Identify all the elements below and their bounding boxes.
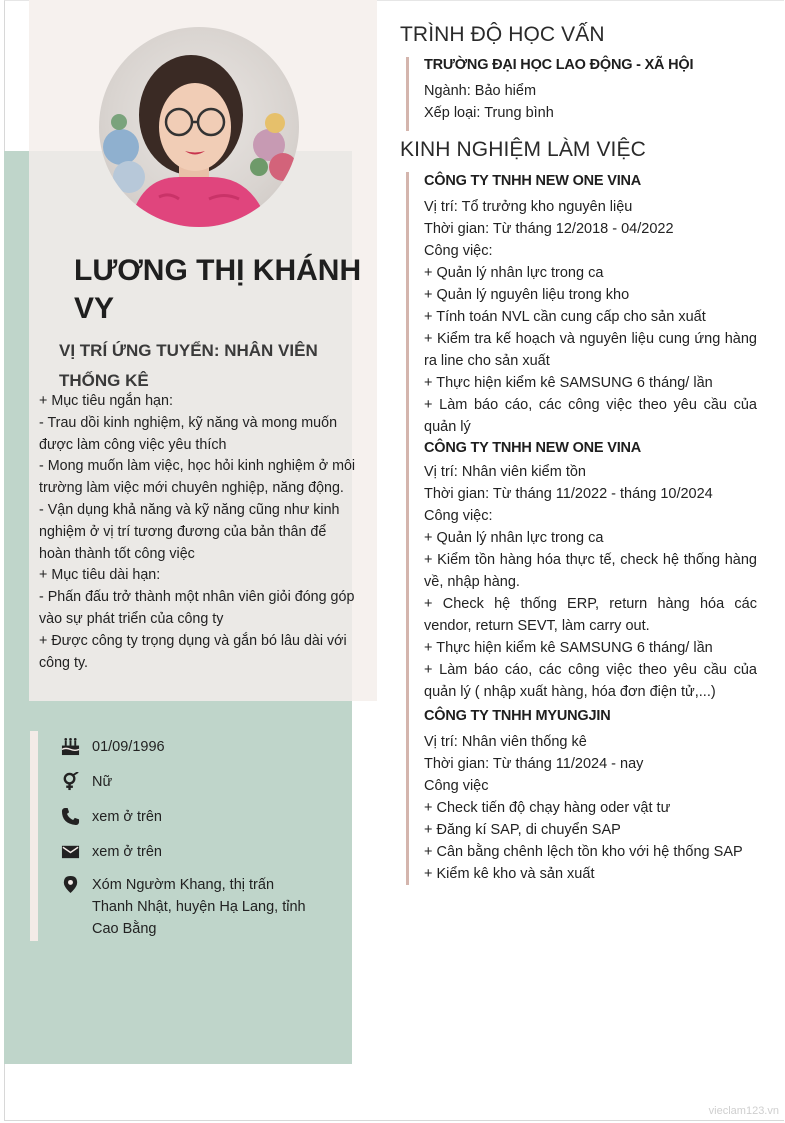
gender-icon bbox=[61, 772, 80, 791]
birthday-row bbox=[61, 736, 165, 758]
experience-accent-bar bbox=[406, 172, 409, 885]
job-entry bbox=[424, 170, 757, 438]
job-role: Vị trí: Tổ trưởng kho nguyên liệu bbox=[424, 199, 633, 215]
job-duty: + Quản lý nhân lực trong ca bbox=[424, 530, 604, 546]
candidate-name: LƯƠNG THỊ KHÁNH VY bbox=[74, 254, 362, 325]
job-duty: + Check hệ thống ERP, return hàng hóa các vendor, return SEVT, làm carry out. bbox=[424, 596, 757, 634]
address-value: Xóm Ngườm Khang, thị trấn Thanh Nhật, huyện Hạ Lang, tỉnh Cao Bằng bbox=[92, 877, 306, 937]
job-duty: + Quản lý nguyên liệu trong kho bbox=[424, 287, 630, 303]
gender-value: Nữ bbox=[92, 774, 113, 790]
job-duty: + Thực hiện kiểm kê SAMSUNG 6 tháng/ lần bbox=[424, 375, 713, 391]
job-duty: + Đăng kí SAP, di chuyển SAP bbox=[424, 822, 621, 838]
phone-row bbox=[61, 806, 162, 828]
education-section-title: TRÌNH ĐỘ HỌC VẤN bbox=[400, 23, 605, 46]
job-entry bbox=[424, 437, 757, 703]
email-row bbox=[61, 841, 162, 863]
job-entry bbox=[424, 705, 757, 885]
job-duties-label: Công việc bbox=[424, 778, 489, 794]
education-grade: Xếp loại: Trung bình bbox=[424, 105, 554, 121]
experience-section-title: KINH NGHIỆM LÀM VIỆC bbox=[400, 138, 646, 161]
email-icon bbox=[61, 842, 80, 861]
job-duty: + Cân bằng chênh lệch tồn kho với hệ thống SAP bbox=[424, 844, 743, 860]
objective-line: + Mục tiêu ngắn hạn: bbox=[39, 393, 173, 409]
job-duty: + Làm báo cáo, các công việc theo yêu cầu của quản lý ( nhập xuất hàng, hóa đơn điện tử,...) bbox=[424, 662, 757, 700]
company-name: CÔNG TY TNHH NEW ONE VINA bbox=[424, 173, 642, 189]
job-duty: + Tính toán NVL cần cung cấp cho sản xuất bbox=[424, 309, 706, 325]
job-duty: + Làm báo cáo, các công việc theo yêu cầu của quản lý bbox=[424, 397, 757, 435]
job-duty: + Quản lý nhân lực trong ca bbox=[424, 265, 604, 281]
job-duty: + Thực hiện kiểm kê SAMSUNG 6 tháng/ lần bbox=[424, 640, 713, 656]
email-value: xem ở trên bbox=[92, 844, 162, 860]
job-duties-label: Công việc: bbox=[424, 243, 493, 259]
job-duty: + Kiểm kê kho và sản xuất bbox=[424, 866, 595, 882]
job-duty: + Kiểm tra kế hoạch và nguyên liệu cung ứng hàng ra line cho sản xuất bbox=[424, 331, 757, 369]
avatar-portrait-image bbox=[99, 27, 299, 227]
contact-info-box bbox=[30, 731, 328, 941]
birthday-cake-icon bbox=[61, 737, 80, 756]
objective-line: + Mục tiêu dài hạn: bbox=[39, 567, 161, 584]
company-name: CÔNG TY TNHH MYUNGJIN bbox=[424, 708, 611, 724]
objective-line: - Phấn đấu trở thành một nhân viên giỏi đóng góp vào sự phát triển của công ty bbox=[39, 589, 355, 627]
applied-position: VỊ TRÍ ỨNG TUYỂN: NHÂN VIÊN THỐNG KÊ bbox=[59, 341, 318, 390]
objective-line: - Mong muốn làm việc, học hỏi kinh nghiệm ở môi trường làm việc mới chuyên nghiệp, năng động. bbox=[39, 458, 356, 497]
job-time: Thời gian: Từ tháng 11/2024 - nay bbox=[424, 756, 644, 772]
location-pin-icon bbox=[61, 875, 80, 894]
school-name: TRƯỜNG ĐẠI HỌC LAO ĐỘNG - XÃ HỘI bbox=[424, 57, 694, 73]
birthday-value: 01/09/1996 bbox=[92, 739, 165, 755]
education-accent-bar bbox=[406, 57, 409, 131]
job-time: Thời gian: Từ tháng 12/2018 - 04/2022 bbox=[424, 221, 674, 237]
job-duty: + Kiểm tồn hàng hóa thực tế, check hệ thống hàng về, nhập hàng. bbox=[424, 552, 757, 590]
gender-row bbox=[61, 771, 112, 793]
objective-line: - Vận dụng khả năng và kỹ năng cũng như kinh nghiệm ở vị trí tương đương của bản thân để hoàn thành tốt công việc bbox=[39, 501, 340, 562]
job-duty: + Check tiến độ chạy hàng oder vật tư bbox=[424, 800, 671, 816]
education-major: Ngành: Bảo hiểm bbox=[424, 83, 537, 99]
objective-line: - Trau dồi kinh nghiệm, kỹ năng và mong muốn được làm công việc yêu thích bbox=[39, 414, 338, 453]
job-time: Thời gian: Từ tháng 11/2022 - tháng 10/2024 bbox=[424, 486, 713, 502]
watermark: vieclam123.vn bbox=[708, 1105, 779, 1117]
phone-icon bbox=[61, 807, 80, 826]
address-row bbox=[61, 874, 311, 940]
job-duties-label: Công việc: bbox=[424, 508, 493, 524]
objective-line: + Được công ty trọng dụng và gắn bó lâu dài với công ty. bbox=[39, 632, 347, 671]
avatar bbox=[99, 27, 299, 227]
education-entry bbox=[424, 54, 757, 124]
career-objectives bbox=[39, 391, 361, 674]
phone-value: xem ở trên bbox=[92, 809, 162, 825]
job-role: Vị trí: Nhân viên kiểm tồn bbox=[424, 464, 586, 480]
company-name: CÔNG TY TNHH NEW ONE VINA bbox=[424, 440, 642, 456]
job-role: Vị trí: Nhân viên thống kê bbox=[424, 734, 587, 750]
